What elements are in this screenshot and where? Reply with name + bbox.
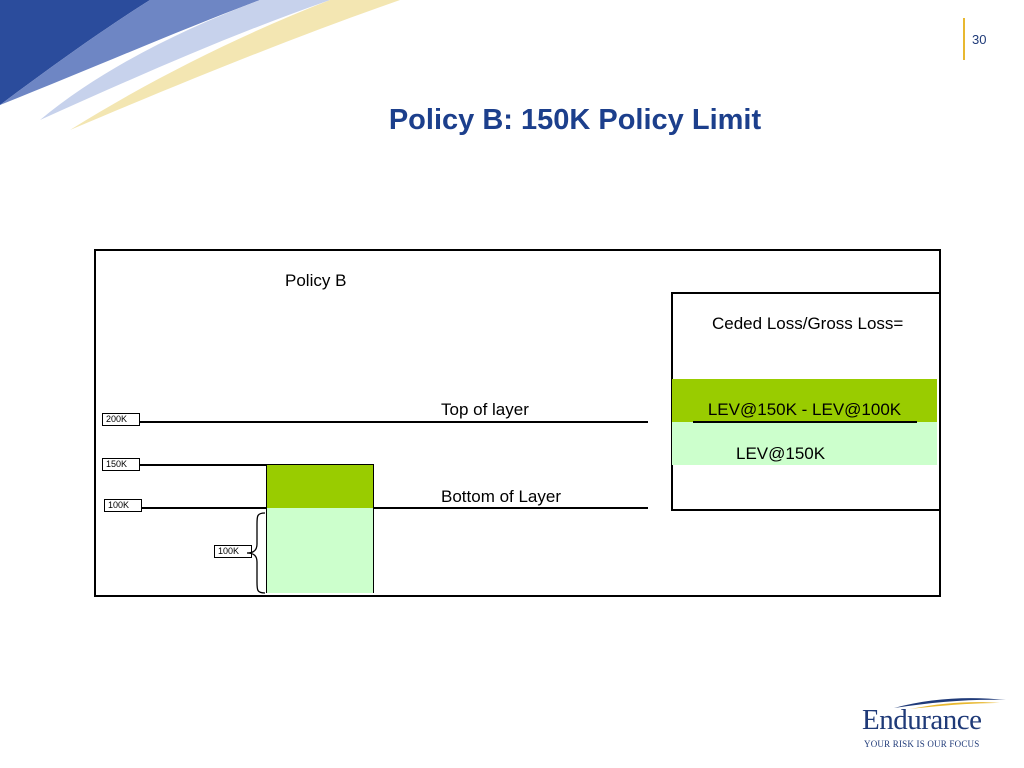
ratio-denominator: LEV@150K (736, 444, 826, 463)
curly-brace (245, 512, 267, 594)
tick-label-150k: 150K (102, 458, 140, 471)
ratio-numerator: LEV@150K - LEV@100K (707, 400, 902, 419)
level-line-100k (137, 507, 648, 509)
slide-title: Policy B: 150K Policy Limit (388, 104, 762, 136)
page-number-rule (963, 18, 965, 60)
brace-label-100k: 100K (214, 545, 252, 558)
logo-tagline: YOUR RISK IS OUR FOCUS (864, 739, 980, 749)
top-of-layer-label: Top of layer (441, 400, 529, 419)
ceded-layer-block (266, 464, 374, 510)
policy-label: Policy B (285, 271, 347, 290)
tick-label-100k: 100K (104, 499, 142, 512)
logo-wordmark: Endurance (862, 704, 982, 736)
tick-label-200k: 200K (102, 413, 140, 426)
bottom-of-layer-label: Bottom of Layer (441, 487, 562, 506)
fraction-bar (693, 421, 917, 423)
level-line-150k (140, 464, 268, 466)
ratio-label: Ceded Loss/Gross Loss= (712, 314, 904, 333)
page-number: 30 (972, 32, 987, 47)
retained-layer-block (266, 508, 374, 593)
level-line-200k (140, 421, 648, 423)
